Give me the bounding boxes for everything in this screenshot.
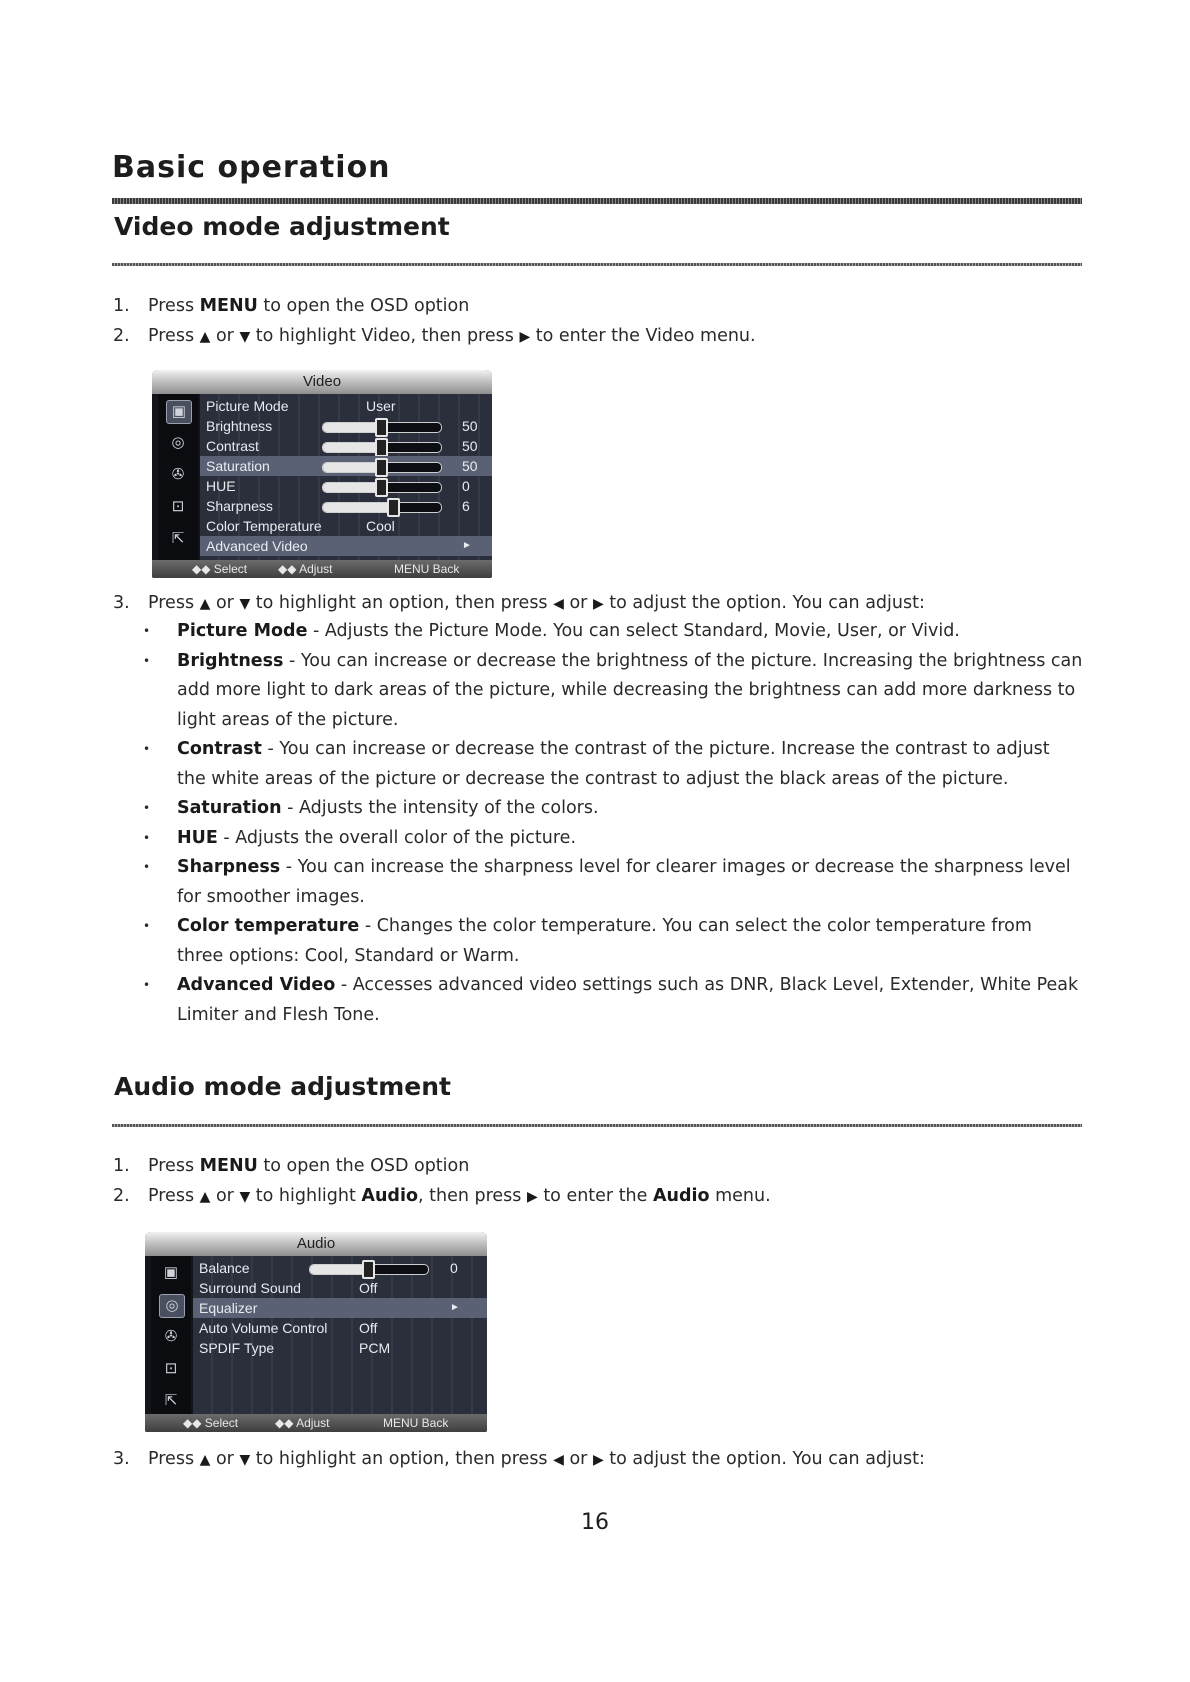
up-arrow-icon: ▲ bbox=[199, 329, 211, 345]
audio-step-2: 2. Press ▲ or ▼ to highlight Audio, then press ▶ to enter the Audio menu. bbox=[113, 1186, 771, 1206]
video-option-list bbox=[143, 617, 1083, 1030]
sharpness-slider-knob[interactable] bbox=[387, 498, 400, 517]
osd-footer bbox=[145, 1414, 487, 1432]
contrast-slider-knob[interactable] bbox=[375, 438, 388, 457]
osd-row-picture-mode[interactable]: Picture Mode User bbox=[206, 398, 396, 414]
right-arrow-icon: ▶ bbox=[592, 596, 604, 612]
list-item: • Saturation - Adjusts the intensity of the colors. bbox=[143, 798, 599, 818]
input-icon[interactable]: ⇱ bbox=[164, 1392, 178, 1409]
adjust-hint: ◆◆ Adjust bbox=[275, 1416, 330, 1430]
osd-sidebar bbox=[158, 394, 198, 560]
back-hint: MENU Back bbox=[394, 562, 460, 576]
balance-slider-knob[interactable] bbox=[362, 1260, 375, 1279]
osd-row-sharpness[interactable]: Sharpness 6 bbox=[200, 496, 492, 516]
list-item: • HUE - Adjusts the overall color of the picture. bbox=[143, 827, 577, 848]
input-icon[interactable]: ⇱ bbox=[171, 530, 185, 547]
brightness-slider-knob[interactable] bbox=[375, 418, 388, 437]
right-arrow-icon: ▶ bbox=[592, 1452, 604, 1468]
left-arrow-icon: ◀ bbox=[553, 596, 564, 612]
osd-main bbox=[193, 1256, 487, 1414]
down-arrow-icon: ▼ bbox=[239, 329, 251, 345]
select-hint: ◆◆ Select bbox=[183, 1416, 239, 1430]
list-item: • Sharpness - You can increase the sharpness level for clearer images or decrease the sharpness level for smoother images. bbox=[143, 857, 1071, 907]
adjust-hint: ◆◆ Adjust bbox=[278, 562, 333, 576]
video-rule bbox=[112, 263, 1082, 266]
select-hint: ◆◆ Select bbox=[192, 562, 248, 576]
video-osd-screen bbox=[152, 370, 492, 578]
osd-row-balance[interactable]: Balance 0 bbox=[193, 1258, 487, 1278]
saturation-slider-knob[interactable] bbox=[375, 458, 388, 477]
audio-osd-screen bbox=[145, 1232, 487, 1432]
list-item: • Color temperature - Changes the color temperature. You can select the color temperature from three options: Cool, Standard or Warm. bbox=[143, 916, 1032, 966]
down-arrow-icon: ▼ bbox=[239, 1189, 251, 1205]
list-item: • Contrast - You can increase or decrease the contrast of the picture. Increase the contrast to adjust the white areas of the picture or decrease the contrast to adjust the black areas of the picture. bbox=[143, 739, 1050, 789]
list-item: • Picture Mode - Adjusts the Picture Mode. You can select Standard, Movie, User, or Vivid. bbox=[143, 621, 960, 641]
osd-footer bbox=[152, 560, 492, 578]
up-arrow-icon: ▲ bbox=[199, 1452, 211, 1468]
osd-row-color-temperature[interactable]: Color Temperature Cool bbox=[206, 518, 395, 534]
video-step-1: 1. Press MENU to open the OSD option bbox=[113, 296, 470, 316]
title-rule bbox=[112, 198, 1082, 204]
video-heading: Video mode adjustment bbox=[114, 212, 450, 241]
submenu-arrow-icon: ► bbox=[462, 540, 472, 551]
down-arrow-icon: ▼ bbox=[239, 596, 251, 612]
down-arrow-icon: ▼ bbox=[239, 1452, 251, 1468]
page-number: 16 bbox=[581, 1510, 609, 1535]
setup-icon[interactable]: ✇ bbox=[164, 1328, 178, 1345]
osd-title: Audio bbox=[145, 1232, 487, 1256]
osd-title: Video bbox=[152, 370, 492, 394]
osd-row-contrast[interactable]: Contrast 50 bbox=[200, 436, 492, 456]
right-arrow-icon: ▶ bbox=[519, 329, 531, 345]
osd-row-surround-sound[interactable]: Surround Sound Off bbox=[199, 1280, 378, 1296]
sharpness-slider[interactable] bbox=[322, 502, 442, 513]
lock-icon[interactable]: ⊡ bbox=[171, 498, 185, 515]
up-arrow-icon: ▲ bbox=[199, 1189, 211, 1205]
audio-heading: Audio mode adjustment bbox=[114, 1072, 451, 1101]
osd-row-equalizer[interactable]: Equalizer ► bbox=[193, 1298, 487, 1318]
sound-icon[interactable]: ◎ bbox=[159, 1294, 185, 1318]
up-arrow-icon: ▲ bbox=[199, 596, 211, 612]
back-hint: MENU Back bbox=[383, 1416, 449, 1430]
osd-row-hue[interactable]: HUE 0 bbox=[200, 476, 492, 496]
audio-step-1: 1. Press MENU to open the OSD option bbox=[113, 1156, 470, 1176]
audio-rule bbox=[112, 1124, 1082, 1127]
left-arrow-icon: ◀ bbox=[553, 1452, 564, 1468]
osd-row-auto-volume-control[interactable]: Auto Volume Control Off bbox=[199, 1320, 378, 1336]
setup-icon[interactable]: ✇ bbox=[171, 466, 185, 483]
lock-icon[interactable]: ⊡ bbox=[164, 1360, 178, 1377]
hue-slider-knob[interactable] bbox=[375, 478, 388, 497]
osd-main bbox=[200, 394, 492, 560]
osd-row-advanced-video[interactable]: Advanced Video ► bbox=[200, 536, 492, 556]
sound-icon[interactable]: ◎ bbox=[171, 434, 185, 451]
video-step-3: 3. Press ▲ or ▼ to highlight an option, then press ◀ or ▶ to adjust the option. You can adjust: bbox=[113, 593, 925, 613]
osd-row-spdif-type[interactable]: SPDIF Type PCM bbox=[199, 1340, 391, 1356]
right-arrow-icon: ▶ bbox=[526, 1189, 538, 1205]
osd-row-saturation[interactable]: Saturation 50 bbox=[200, 456, 492, 476]
osd-sidebar bbox=[151, 1256, 191, 1414]
picture-icon[interactable]: ▣ bbox=[166, 400, 192, 424]
video-step-2: 2. Press ▲ or ▼ to highlight Video, then press ▶ to enter the Video menu. bbox=[113, 326, 756, 346]
list-item: • Brightness - You can increase or decrease the brightness of the picture. Increasing the brightness can add more light to dark areas of the picture, while decreasing the brightness can add more darkness to light areas of the picture. bbox=[143, 650, 1083, 730]
osd-row-brightness[interactable]: Brightness 50 bbox=[200, 416, 492, 436]
list-item: • Advanced Video - Accesses advanced video settings such as DNR, Black Level, Extender, White Peak Limiter and Flesh Tone. bbox=[143, 975, 1079, 1025]
audio-step-3: 3. Press ▲ or ▼ to highlight an option, then press ◀ or ▶ to adjust the option. You can adjust: bbox=[113, 1449, 925, 1469]
submenu-arrow-icon: ► bbox=[450, 1302, 460, 1313]
picture-icon[interactable]: ▣ bbox=[163, 1264, 179, 1281]
page-title: Basic operation bbox=[112, 150, 391, 185]
